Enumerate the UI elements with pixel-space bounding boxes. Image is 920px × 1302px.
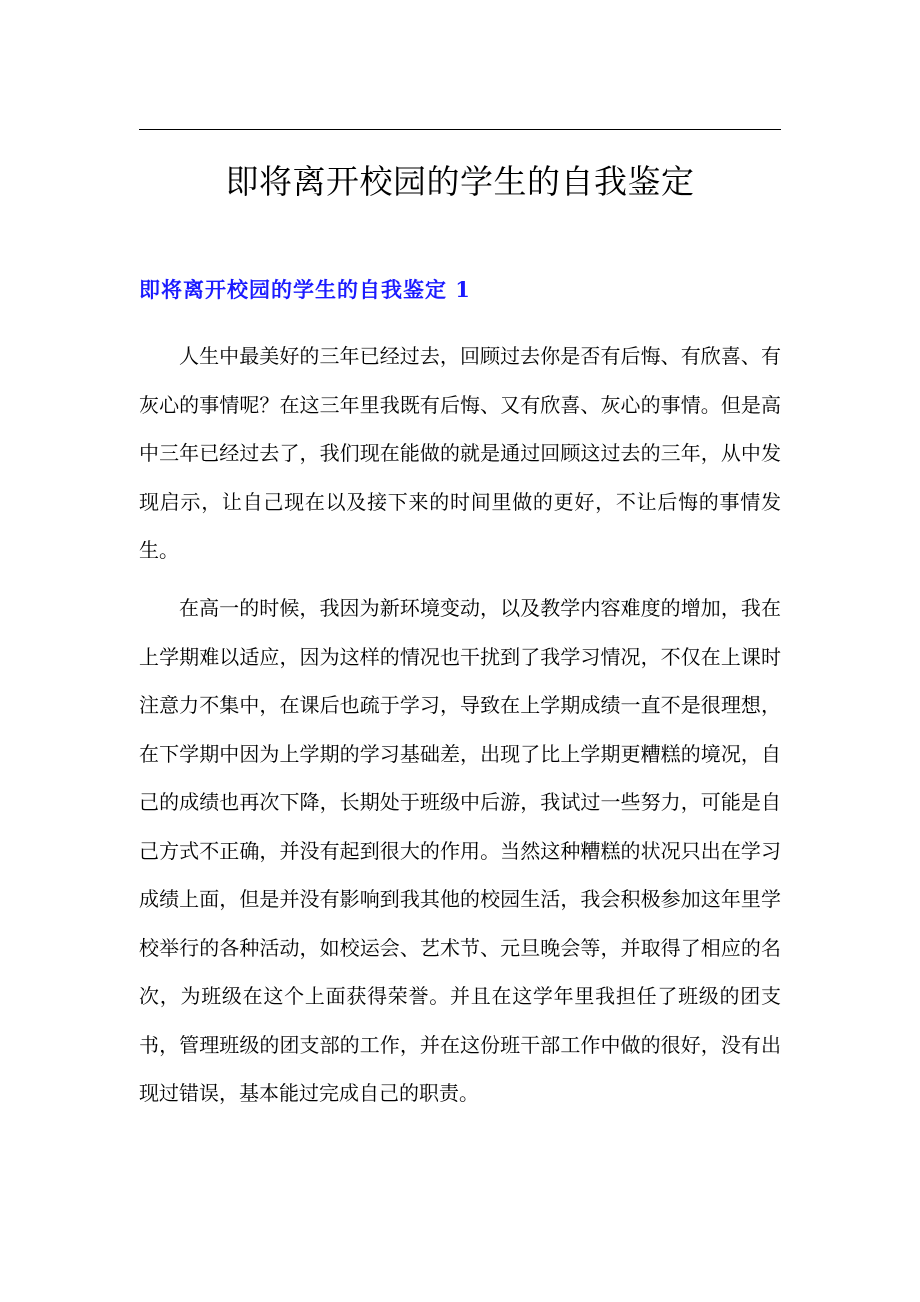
document-title: 即将离开校园的学生的自我鉴定 <box>225 162 695 201</box>
paragraph-1: 人生中最美好的三年已经过去，回顾过去你是否有后悔、有欣喜、有灰心的事情呢？在这三年里我既有后悔、又有欣喜、灰心的事情。但是高中三年已经过去了，我们现在能做的就是通过回顾这过去的三年，从中发现启示，让自己现在以及接下来的时间里做的更好，不让后悔的事情发生。 <box>139 344 781 562</box>
header-rule <box>139 129 781 130</box>
section-heading: 即将离开校园的学生的自我鉴定 1 <box>139 277 471 302</box>
paragraph-2: 在高一的时候，我因为新环境变动，以及教学内容难度的增加，我在上学期难以适应，因为这样的情况也干扰到了我学习情况，不仅在上课时注意力不集中，在课后也疏于学习，导致在上学期成绩一直不是很理想，在下学期中因为上学期的学习基础差，出现了比上学期更糟糕的境况，自己的成绩也再次下降，长期处于班级中后游，我试过一些努力，可能是自己方式不正确，并没有起到很大的作用。当然这种糟糕的状况只出在学习成绩上面，但是并没有影响到我其他的校园生活，我会积极参加这年里学校举行的各种活动，如校运会、艺术节、元旦晚会等，并取得了相应的名次，为班级在这个上面获得荣誉。并且在这学年里我担任了班级的团支书，管理班级的团支部的工作，并在这份班干部工作中做的很好，没有出现过错误，基本能过完成自己的职责。 <box>139 596 781 1105</box>
